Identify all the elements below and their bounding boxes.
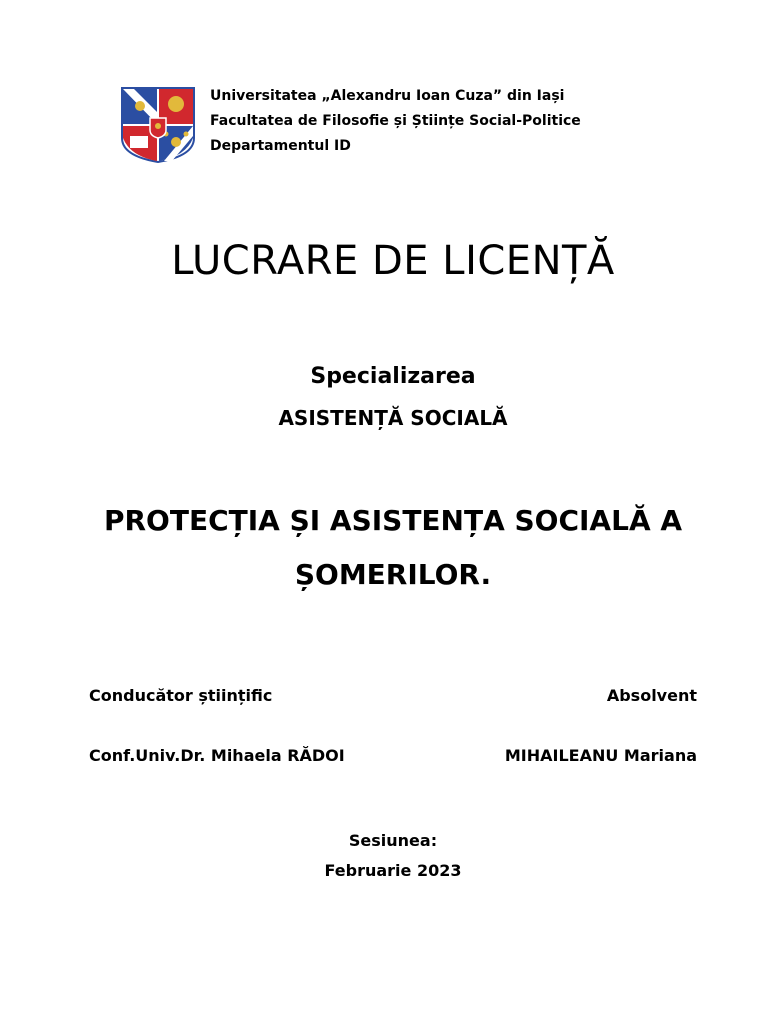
faculty-name: Facultatea de Filosofie și Științe Social-Politice xyxy=(210,113,581,129)
document-type-title: LUCRARE DE LICENȚĂ xyxy=(171,238,615,284)
graduate-name: MIHAILEANU Mariana xyxy=(504,746,697,765)
session-label: Sesiunea: xyxy=(348,831,438,850)
thesis-title: PROTECȚIA ȘI ASISTENȚA SOCIALĂ A ȘOMERILOR. xyxy=(103,504,683,591)
supervisor-name: Conf.Univ.Dr. Mihaela RĂDOI xyxy=(89,746,345,765)
university-name: Universitatea „Alexandru Ioan Cuza” din Iași xyxy=(210,88,565,104)
department-name: Departamentul ID xyxy=(210,138,351,154)
graduate-label: Absolvent xyxy=(606,686,697,705)
university-crest-icon xyxy=(120,86,196,164)
specialization-value: ASISTENȚĂ SOCIALĂ xyxy=(278,406,508,430)
session-value: Februarie 2023 xyxy=(324,861,462,880)
session-block xyxy=(0,826,768,886)
institution-header xyxy=(210,84,581,159)
specialization-label: Specializarea xyxy=(310,364,476,389)
supervisor-label: Conducător științific xyxy=(89,686,273,705)
